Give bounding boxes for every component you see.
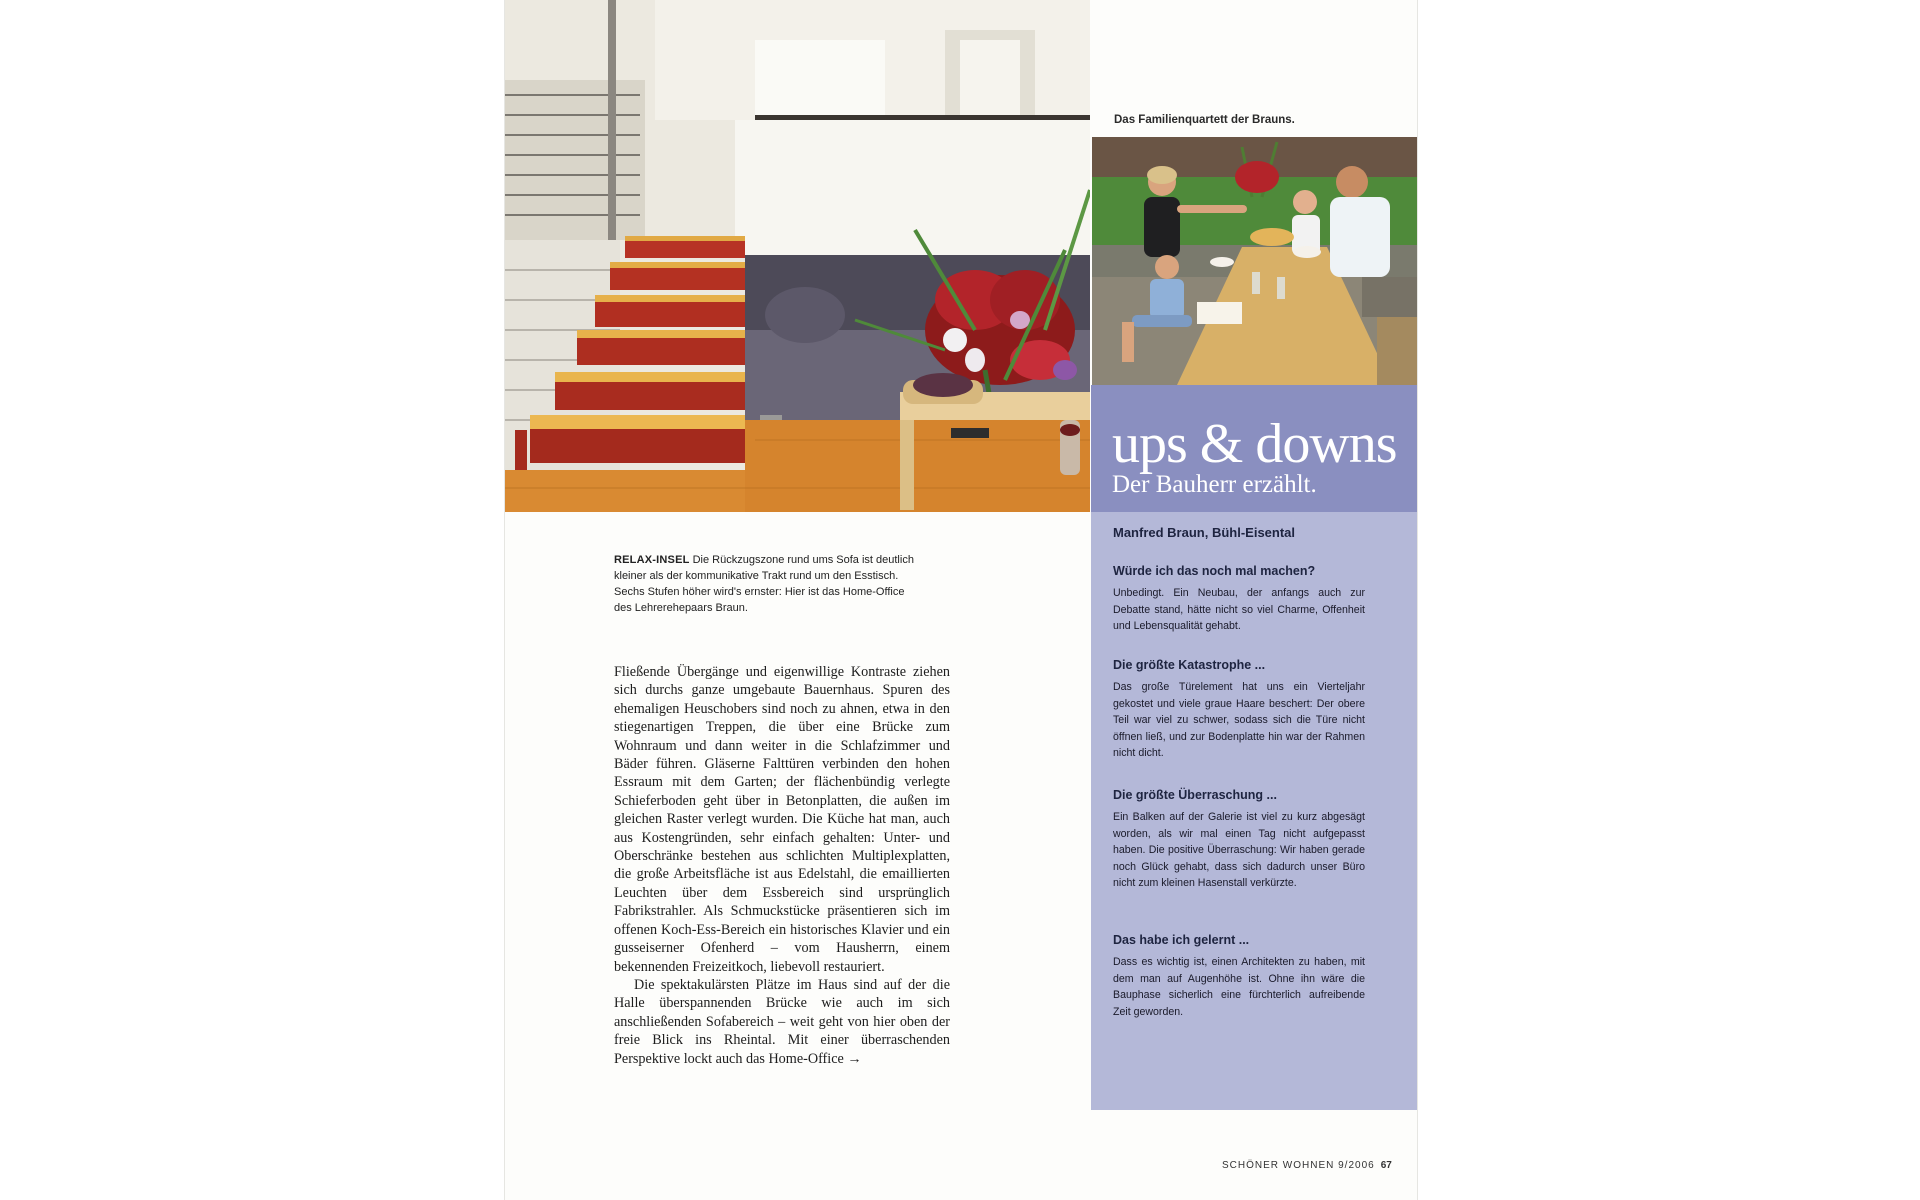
qa-question: Das habe ich gelernt ... — [1113, 933, 1250, 947]
qa-answer: Das große Türelement hat uns ein Vierteljahr gekostet und viele graue Haare beschert: Der obere Teil war viel zu schwer, sodass sich die Türe nicht öffnen ließ, und zur Bodenplatte hin war der Rahmen nicht dicht. — [1113, 681, 1365, 760]
family-photo-caption: Das Familienquartett der Brauns. — [1114, 114, 1295, 126]
magazine-issue: SCHÖNER WOHNEN 9/2006 — [1222, 1160, 1375, 1171]
qa-question: Die größte Katastrophe ... — [1113, 658, 1266, 672]
qa-item — [1113, 658, 1365, 762]
qa-item — [1113, 564, 1365, 635]
qa-answer: Ein Balken auf der Galerie ist viel zu kurz abgesägt worden, als wir mal einen Tag nicht aufgepasst haben. Die positive Überraschung: Wir haben gerade noch Glück gehabt, dass sich dadurch unser Büro nicht zum kleinen Hasenstall verkürzte. — [1113, 811, 1365, 890]
qa-item — [1113, 788, 1365, 892]
caption-title: RELAX-INSEL — [614, 554, 690, 566]
subheadline: Der Bauherr erzählt. — [1112, 471, 1317, 498]
qa-question: Würde ich das noch mal machen? — [1113, 564, 1316, 578]
family-photo — [1092, 137, 1417, 385]
headline: ups & downs — [1112, 413, 1397, 475]
page-number: 67 — [1380, 1160, 1392, 1171]
body-paragraph-1: Fließende Übergänge und eigenwillige Kontraste ziehen sich durchs ganze umgebaute Bauernhaus. Spuren des ehemaligen Heuschobers sind noch zu ahnen, etwa in den stiegenartigen Treppen, die über eine Brücke zum Wohnraum und dann weiter in die Schlafzimmer und Bäder führen. Gläserne Falttüren verbinden den hohen Essraum mit dem Garten; der flächenbündig verlegte Schieferboden geht über in Betonplatten, die außen im gleichen Raster verlegt wurden. Die Küche hat man, auch aus Kostengründen, sehr einfach gehalten: Unter- und Oberschränke bestehen aus schlichten Multiplexplatten, die große Arbeitsfläche ist aus Edelstahl, die emaillierten Leuchten über dem Essbereich sind ursprünglich Fabrikstrahler. Als Schmuckstücke präsentieren sich im offenen Koch-Ess-Bereich ein historisches Klavier und ein gusseiserner Ofenherd – vom Hausherrn, einem bekennenden Freizeitkoch, liebevoll restauriert. — [614, 664, 950, 975]
qa-answer: Dass es wichtig ist, einen Architekten zu haben, mit dem man auf Augenhöhe ist. Ohne ihn wäre die Bauphase sicherlich eine fürchterlich aufreibende Zeit geworden. — [1113, 956, 1365, 1018]
sidebar-header — [1091, 385, 1417, 512]
caption-text: Die Rückzugszone rund ums Sofa ist deutlich kleiner als der kommunikative Trakt rund um den Esstisch. Sechs Stufen höher wird's ernster: Hier ist das Home-Office des Lehrerehepaars Braun. — [614, 554, 914, 614]
article-body — [614, 663, 950, 1068]
body-paragraph-2: Die spektakulärsten Plätze im Haus sind auf der die Halle überspannenden Brücke wie auch im sich anschließenden Sofabereich – weit geht von hier oben der freie Blick ins Rheintal. Mit einer überraschenden Perspektive lockt auch das Home-Office → — [614, 976, 950, 1067]
qa-question: Die größte Überraschung ... — [1113, 788, 1277, 802]
page-footer — [1222, 1160, 1392, 1171]
author-name: Manfred Braun, Bühl-Eisental — [1113, 525, 1296, 540]
interior-photo — [505, 0, 1090, 512]
sidebar-interview — [1091, 385, 1417, 1110]
qa-item — [1113, 933, 1365, 1020]
photo-caption — [614, 552, 914, 616]
qa-answer: Unbedingt. Ein Neubau, der anfangs auch zur Debatte stand, hätte nicht so viel Charme, Offenheit und Lebensqualität gehabt. — [1113, 587, 1365, 633]
